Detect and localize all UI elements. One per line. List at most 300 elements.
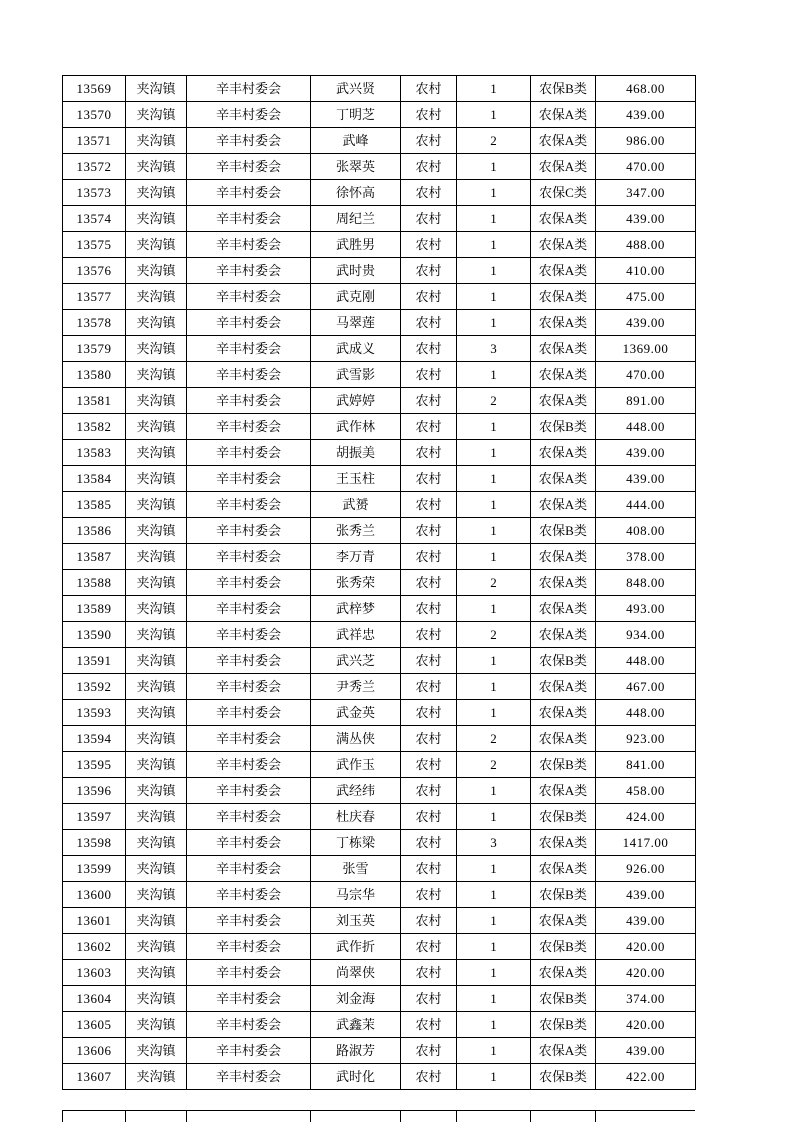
- cell-name: 武兴芝: [311, 648, 401, 674]
- cell-category: 农保A类: [531, 466, 596, 492]
- cell-residence: 农村: [401, 362, 457, 388]
- cell-name: 张秀兰: [311, 518, 401, 544]
- cell-name: 杜庆春: [311, 804, 401, 830]
- cell-category: 农保A类: [531, 700, 596, 726]
- cell-town: 夹沟镇: [126, 76, 187, 102]
- cell-town: 夹沟镇: [126, 206, 187, 232]
- cell-count: 1: [457, 310, 531, 336]
- cell-committee: 辛丰村委会: [187, 180, 311, 206]
- cell-amount: 439.00: [596, 102, 696, 128]
- cell-id: 13580: [63, 362, 126, 388]
- cell-name: 刘金海: [311, 986, 401, 1012]
- cell-id: 13587: [63, 544, 126, 570]
- cell-count: 1: [457, 180, 531, 206]
- cell-amount: 470.00: [596, 362, 696, 388]
- cell-committee: 辛丰村委会: [187, 388, 311, 414]
- cell-name: 胡振美: [311, 440, 401, 466]
- cell-count: 1: [457, 778, 531, 804]
- cell-category: 农保A类: [531, 778, 596, 804]
- cell-count: 1: [457, 518, 531, 544]
- table-row: [63, 804, 696, 830]
- table-row: [63, 232, 696, 258]
- table-row: [63, 154, 696, 180]
- cell-town: 夹沟镇: [126, 362, 187, 388]
- cell-amount: 468.00: [596, 76, 696, 102]
- table-row: [63, 206, 696, 232]
- cell-name: 刘玉英: [311, 908, 401, 934]
- cell-town: 夹沟镇: [126, 544, 187, 570]
- cell-count: 3: [457, 336, 531, 362]
- cell-category: 农保A类: [531, 596, 596, 622]
- cell-id: 13607: [63, 1064, 126, 1090]
- cell-category: 农保B类: [531, 752, 596, 778]
- cell-amount: 347.00: [596, 180, 696, 206]
- cell-id: 13583: [63, 440, 126, 466]
- cell-amount: 424.00: [596, 804, 696, 830]
- cell-town: 夹沟镇: [126, 622, 187, 648]
- cell-amount: 891.00: [596, 388, 696, 414]
- cell-town: 夹沟镇: [126, 700, 187, 726]
- cell-count: 1: [457, 544, 531, 570]
- cell-town: 夹沟镇: [126, 518, 187, 544]
- cell-count: 1: [457, 284, 531, 310]
- cell-committee: 辛丰村委会: [187, 206, 311, 232]
- cell-name: 武金英: [311, 700, 401, 726]
- cell-town: 夹沟镇: [126, 960, 187, 986]
- table-row: [63, 830, 696, 856]
- cell-id: 13585: [63, 492, 126, 518]
- cell-residence: 农村: [401, 960, 457, 986]
- cell-category: 农保A类: [531, 726, 596, 752]
- cell-amount: 420.00: [596, 934, 696, 960]
- cell-id: 13577: [63, 284, 126, 310]
- cell-category: 农保A类: [531, 362, 596, 388]
- cell-id: 13592: [63, 674, 126, 700]
- cell-town: 夹沟镇: [126, 1038, 187, 1064]
- cell-residence: 农村: [401, 76, 457, 102]
- cell-residence: 农村: [401, 804, 457, 830]
- cell-category: 农保A类: [531, 570, 596, 596]
- cell-category: 农保B类: [531, 648, 596, 674]
- cell-amount: 493.00: [596, 596, 696, 622]
- cell-id: 13602: [63, 934, 126, 960]
- cell-committee: 辛丰村委会: [187, 1064, 311, 1090]
- cell-residence: 农村: [401, 726, 457, 752]
- cell-residence: 农村: [401, 986, 457, 1012]
- cell-count: 1: [457, 466, 531, 492]
- cell-residence: 农村: [401, 1012, 457, 1038]
- cell-town: 夹沟镇: [126, 726, 187, 752]
- cell-count: 1: [457, 934, 531, 960]
- cell-town: 夹沟镇: [126, 232, 187, 258]
- cell-committee: 辛丰村委会: [187, 310, 311, 336]
- cell-town: 夹沟镇: [126, 440, 187, 466]
- cell-amount: 475.00: [596, 284, 696, 310]
- cell-id: 13581: [63, 388, 126, 414]
- table-row: [63, 336, 696, 362]
- table-row: [63, 76, 696, 102]
- cell-name: 武胜男: [311, 232, 401, 258]
- cell-committee: 辛丰村委会: [187, 336, 311, 362]
- cell-count: 2: [457, 752, 531, 778]
- cell-residence: 农村: [401, 466, 457, 492]
- cell-id: 13582: [63, 414, 126, 440]
- cell-name: 武时贵: [311, 258, 401, 284]
- table-row: [63, 960, 696, 986]
- cell-count: 2: [457, 128, 531, 154]
- cell-count: 1: [457, 674, 531, 700]
- cell-town: 夹沟镇: [126, 258, 187, 284]
- cell-committee: 辛丰村委会: [187, 674, 311, 700]
- cell-town: 夹沟镇: [126, 596, 187, 622]
- next-page-row-fragment: [62, 1110, 695, 1122]
- cell-category: 农保B类: [531, 1064, 596, 1090]
- cell-amount: 422.00: [596, 1064, 696, 1090]
- cell-town: 夹沟镇: [126, 934, 187, 960]
- table-row: [63, 908, 696, 934]
- cell-category: 农保A类: [531, 1038, 596, 1064]
- cell-amount: 448.00: [596, 700, 696, 726]
- cell-empty: [311, 1111, 401, 1122]
- cell-id: 13570: [63, 102, 126, 128]
- cell-residence: 农村: [401, 284, 457, 310]
- cell-id: 13591: [63, 648, 126, 674]
- cell-residence: 农村: [401, 154, 457, 180]
- cell-committee: 辛丰村委会: [187, 492, 311, 518]
- cell-name: 张翠英: [311, 154, 401, 180]
- cell-name: 武梓梦: [311, 596, 401, 622]
- cell-amount: 439.00: [596, 206, 696, 232]
- cell-count: 1: [457, 206, 531, 232]
- cell-category: 农保C类: [531, 180, 596, 206]
- cell-amount: 1417.00: [596, 830, 696, 856]
- cell-amount: 467.00: [596, 674, 696, 700]
- cell-amount: 420.00: [596, 1012, 696, 1038]
- cell-residence: 农村: [401, 1064, 457, 1090]
- cell-name: 王玉柱: [311, 466, 401, 492]
- cell-category: 农保A类: [531, 388, 596, 414]
- cell-name: 周纪兰: [311, 206, 401, 232]
- cell-id: 13595: [63, 752, 126, 778]
- cell-committee: 辛丰村委会: [187, 856, 311, 882]
- cell-town: 夹沟镇: [126, 414, 187, 440]
- cell-committee: 辛丰村委会: [187, 362, 311, 388]
- cell-committee: 辛丰村委会: [187, 76, 311, 102]
- cell-count: 1: [457, 908, 531, 934]
- cell-name: 张雪: [311, 856, 401, 882]
- cell-name: 马翠莲: [311, 310, 401, 336]
- cell-id: 13573: [63, 180, 126, 206]
- cell-residence: 农村: [401, 232, 457, 258]
- cell-category: 农保A类: [531, 206, 596, 232]
- cell-name: 武鑫茉: [311, 1012, 401, 1038]
- cell-name: 武祥忠: [311, 622, 401, 648]
- table-row: [63, 596, 696, 622]
- cell-town: 夹沟镇: [126, 492, 187, 518]
- cell-category: 农保B类: [531, 986, 596, 1012]
- table-row-partial: [63, 1111, 696, 1122]
- cell-count: 1: [457, 1038, 531, 1064]
- cell-committee: 辛丰村委会: [187, 1012, 311, 1038]
- cell-residence: 农村: [401, 128, 457, 154]
- table-row: [63, 310, 696, 336]
- table-row: [63, 700, 696, 726]
- cell-committee: 辛丰村委会: [187, 232, 311, 258]
- cell-category: 农保A类: [531, 310, 596, 336]
- cell-id: 13597: [63, 804, 126, 830]
- cell-id: 13576: [63, 258, 126, 284]
- cell-amount: 439.00: [596, 1038, 696, 1064]
- cell-id: 13601: [63, 908, 126, 934]
- cell-category: 农保A类: [531, 622, 596, 648]
- cell-id: 13598: [63, 830, 126, 856]
- cell-town: 夹沟镇: [126, 752, 187, 778]
- table-row: [63, 1038, 696, 1064]
- cell-category: 农保B类: [531, 882, 596, 908]
- cell-category: 农保A类: [531, 154, 596, 180]
- cell-name: 张秀荣: [311, 570, 401, 596]
- table-row: [63, 128, 696, 154]
- table-row: [63, 726, 696, 752]
- cell-count: 1: [457, 414, 531, 440]
- cell-amount: 444.00: [596, 492, 696, 518]
- cell-count: 2: [457, 570, 531, 596]
- cell-residence: 农村: [401, 648, 457, 674]
- cell-amount: 439.00: [596, 310, 696, 336]
- cell-amount: 470.00: [596, 154, 696, 180]
- cell-town: 夹沟镇: [126, 1012, 187, 1038]
- cell-amount: 448.00: [596, 648, 696, 674]
- cell-name: 路淑芳: [311, 1038, 401, 1064]
- cell-residence: 农村: [401, 544, 457, 570]
- cell-empty: [531, 1111, 596, 1122]
- cell-town: 夹沟镇: [126, 648, 187, 674]
- cell-amount: 408.00: [596, 518, 696, 544]
- cell-name: 武作玉: [311, 752, 401, 778]
- table-row: [63, 258, 696, 284]
- cell-id: 13606: [63, 1038, 126, 1064]
- table-row: [63, 1012, 696, 1038]
- cell-committee: 辛丰村委会: [187, 960, 311, 986]
- cell-category: 农保A类: [531, 674, 596, 700]
- cell-town: 夹沟镇: [126, 284, 187, 310]
- table-row: [63, 414, 696, 440]
- cell-count: 3: [457, 830, 531, 856]
- cell-committee: 辛丰村委会: [187, 518, 311, 544]
- table-row: [63, 180, 696, 206]
- cell-residence: 农村: [401, 336, 457, 362]
- cell-residence: 农村: [401, 102, 457, 128]
- cell-name: 武婷婷: [311, 388, 401, 414]
- cell-name: 武作林: [311, 414, 401, 440]
- cell-committee: 辛丰村委会: [187, 1038, 311, 1064]
- table-row: [63, 1064, 696, 1090]
- cell-committee: 辛丰村委会: [187, 596, 311, 622]
- cell-committee: 辛丰村委会: [187, 622, 311, 648]
- table-body: [63, 76, 696, 1090]
- table-row: [63, 882, 696, 908]
- table-row: [63, 102, 696, 128]
- cell-residence: 农村: [401, 440, 457, 466]
- cell-id: 13578: [63, 310, 126, 336]
- cell-town: 夹沟镇: [126, 180, 187, 206]
- cell-count: 1: [457, 1012, 531, 1038]
- cell-id: 13600: [63, 882, 126, 908]
- cell-committee: 辛丰村委会: [187, 752, 311, 778]
- cell-empty: [457, 1111, 531, 1122]
- cell-town: 夹沟镇: [126, 102, 187, 128]
- cell-category: 农保B类: [531, 518, 596, 544]
- cell-residence: 农村: [401, 700, 457, 726]
- cell-count: 1: [457, 102, 531, 128]
- cell-committee: 辛丰村委会: [187, 908, 311, 934]
- cell-id: 13575: [63, 232, 126, 258]
- cell-category: 农保A类: [531, 336, 596, 362]
- table-row: [63, 284, 696, 310]
- cell-name: 李万青: [311, 544, 401, 570]
- cell-residence: 农村: [401, 388, 457, 414]
- cell-residence: 农村: [401, 882, 457, 908]
- cell-name: 马宗华: [311, 882, 401, 908]
- cell-residence: 农村: [401, 518, 457, 544]
- cell-town: 夹沟镇: [126, 388, 187, 414]
- cell-committee: 辛丰村委会: [187, 726, 311, 752]
- cell-count: 2: [457, 726, 531, 752]
- cell-count: 1: [457, 492, 531, 518]
- cell-committee: 辛丰村委会: [187, 128, 311, 154]
- cell-town: 夹沟镇: [126, 1064, 187, 1090]
- cell-id: 13569: [63, 76, 126, 102]
- cell-name: 武时化: [311, 1064, 401, 1090]
- cell-residence: 农村: [401, 310, 457, 336]
- cell-name: 武作折: [311, 934, 401, 960]
- cell-category: 农保A类: [531, 284, 596, 310]
- table-row: [63, 518, 696, 544]
- cell-committee: 辛丰村委会: [187, 934, 311, 960]
- cell-town: 夹沟镇: [126, 882, 187, 908]
- table-row: [63, 362, 696, 388]
- cell-name: 武赟: [311, 492, 401, 518]
- cell-town: 夹沟镇: [126, 466, 187, 492]
- cell-id: 13584: [63, 466, 126, 492]
- cell-residence: 农村: [401, 856, 457, 882]
- cell-amount: 848.00: [596, 570, 696, 596]
- cell-id: 13579: [63, 336, 126, 362]
- cell-residence: 农村: [401, 596, 457, 622]
- cell-name: 满丛侠: [311, 726, 401, 752]
- cell-residence: 农村: [401, 258, 457, 284]
- cell-residence: 农村: [401, 414, 457, 440]
- cell-id: 13603: [63, 960, 126, 986]
- cell-residence: 农村: [401, 778, 457, 804]
- cell-count: 2: [457, 622, 531, 648]
- cell-town: 夹沟镇: [126, 336, 187, 362]
- cell-name: 丁栋梁: [311, 830, 401, 856]
- cell-id: 13599: [63, 856, 126, 882]
- cell-town: 夹沟镇: [126, 128, 187, 154]
- table-row: [63, 778, 696, 804]
- cell-amount: 934.00: [596, 622, 696, 648]
- cell-category: 农保A类: [531, 830, 596, 856]
- cell-name: 武雪影: [311, 362, 401, 388]
- cell-residence: 农村: [401, 1038, 457, 1064]
- cell-id: 13574: [63, 206, 126, 232]
- cell-count: 1: [457, 648, 531, 674]
- cell-name: 武成义: [311, 336, 401, 362]
- cell-committee: 辛丰村委会: [187, 284, 311, 310]
- cell-amount: 458.00: [596, 778, 696, 804]
- cell-town: 夹沟镇: [126, 804, 187, 830]
- cell-committee: 辛丰村委会: [187, 544, 311, 570]
- cell-amount: 448.00: [596, 414, 696, 440]
- cell-town: 夹沟镇: [126, 570, 187, 596]
- cell-committee: 辛丰村委会: [187, 258, 311, 284]
- cell-count: 1: [457, 258, 531, 284]
- cell-empty: [187, 1111, 311, 1122]
- cell-town: 夹沟镇: [126, 856, 187, 882]
- table-row: [63, 388, 696, 414]
- cell-count: 1: [457, 596, 531, 622]
- cell-category: 农保B类: [531, 934, 596, 960]
- cell-committee: 辛丰村委会: [187, 154, 311, 180]
- cell-count: 1: [457, 76, 531, 102]
- cell-id: 13594: [63, 726, 126, 752]
- cell-count: 1: [457, 232, 531, 258]
- cell-count: 1: [457, 856, 531, 882]
- cell-amount: 986.00: [596, 128, 696, 154]
- cell-amount: 926.00: [596, 856, 696, 882]
- cell-amount: 923.00: [596, 726, 696, 752]
- cell-committee: 辛丰村委会: [187, 986, 311, 1012]
- cell-residence: 农村: [401, 622, 457, 648]
- cell-amount: 1369.00: [596, 336, 696, 362]
- cell-count: 1: [457, 986, 531, 1012]
- cell-amount: 439.00: [596, 440, 696, 466]
- table-row: [63, 752, 696, 778]
- cell-category: 农保A类: [531, 908, 596, 934]
- cell-residence: 农村: [401, 570, 457, 596]
- cell-count: 1: [457, 440, 531, 466]
- cell-count: 2: [457, 388, 531, 414]
- cell-name: 武兴贤: [311, 76, 401, 102]
- cell-count: 1: [457, 1064, 531, 1090]
- cell-empty: [596, 1111, 696, 1122]
- table-row: [63, 440, 696, 466]
- cell-id: 13605: [63, 1012, 126, 1038]
- cell-category: 农保A类: [531, 102, 596, 128]
- cell-name: 武经纬: [311, 778, 401, 804]
- cell-name: 尚翠侠: [311, 960, 401, 986]
- cell-residence: 农村: [401, 674, 457, 700]
- cell-committee: 辛丰村委会: [187, 648, 311, 674]
- cell-town: 夹沟镇: [126, 908, 187, 934]
- cell-id: 13596: [63, 778, 126, 804]
- cell-count: 1: [457, 362, 531, 388]
- cell-category: 农保A类: [531, 492, 596, 518]
- cell-category: 农保A类: [531, 232, 596, 258]
- cell-name: 武峰: [311, 128, 401, 154]
- cell-category: 农保A类: [531, 258, 596, 284]
- cell-residence: 农村: [401, 934, 457, 960]
- cell-committee: 辛丰村委会: [187, 700, 311, 726]
- table-row: [63, 622, 696, 648]
- cell-category: 农保B类: [531, 1012, 596, 1038]
- cell-committee: 辛丰村委会: [187, 882, 311, 908]
- cell-amount: 439.00: [596, 466, 696, 492]
- cell-committee: 辛丰村委会: [187, 466, 311, 492]
- cell-id: 13572: [63, 154, 126, 180]
- cell-town: 夹沟镇: [126, 830, 187, 856]
